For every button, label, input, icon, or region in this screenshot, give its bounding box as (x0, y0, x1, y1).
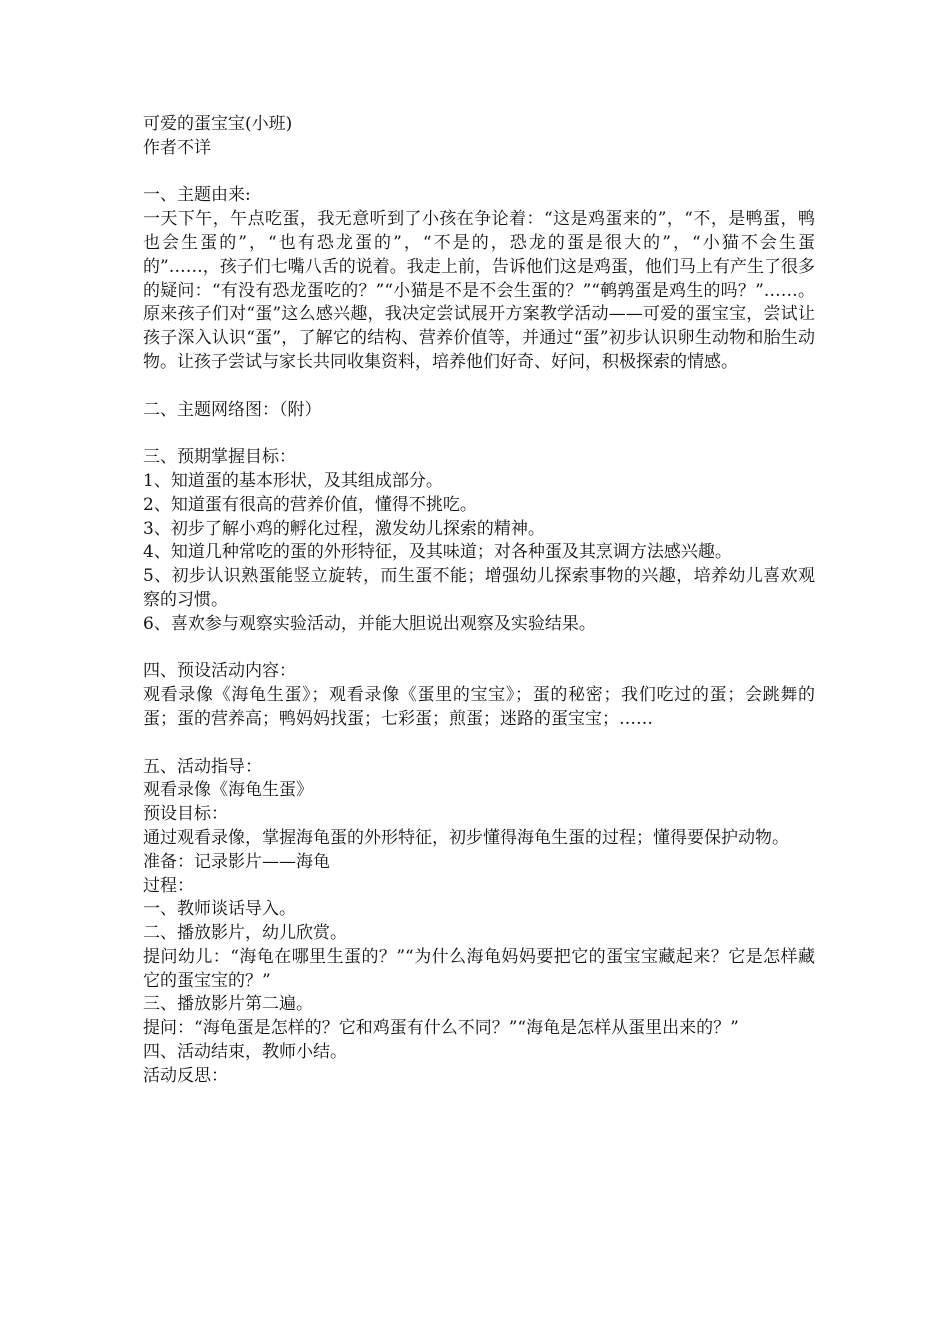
goal-item: 4、知道几种常吃的蛋的外形特征，及其味道；对各种蛋及其烹调方法感兴趣。 (143, 542, 732, 563)
section-5-heading: 五、活动指导： (143, 756, 262, 777)
guide-line: 一、教师谈话导入。 (143, 899, 296, 920)
document-author: 作者不详 (143, 137, 211, 158)
guide-line: 二、播放影片，幼儿欣赏。 (143, 923, 347, 944)
section-1-body: 一天下午，午点吃蛋，我无意听到了小孩在争论着：“这是鸡蛋来的”，“不，是鸭蛋，鸭也会生蛋的”，“也有恐龙蛋的”，“不是的，恐龙的蛋是很大的”，“小猫不会生蛋的”……，孩子们七嘴八舌的说着。我走上前，告诉他们这是鸡蛋，他们马上有产生了很多的疑问：“有没有恐龙蛋吃的？”“小猫是不是不会生蛋的？”“鹌鹑蛋是鸡生的吗？”……。原来孩子们对“蛋”这么感兴趣，我决定尝试展开方案教学活动——可爱的蛋宝宝，尝试让孩子深入认识“蛋”，了解它的结构、营养价值等，并通过“蛋”初步认识卵生动物和胎生动物。让孩子尝试与家长共同收集资料，培养他们好奇、好问，积极探索的情感。 (143, 209, 815, 372)
guide-line: 观看录像《海龟生蛋》 (143, 780, 313, 801)
guide-line: 四、活动结束，教师小结。 (143, 1042, 347, 1063)
guide-line: 活动反思： (143, 1065, 228, 1086)
spacer (143, 422, 815, 446)
guide-line: 过程： (143, 875, 194, 896)
goal-item: 2、知道蛋有很高的营养价值，懂得不挑吃。 (143, 494, 477, 515)
goal-item: 1、知道蛋的基本形状，及其组成部分。 (143, 470, 443, 491)
guide-line: 预设目标： (143, 804, 228, 825)
guide-line: 提问幼儿：“海龟在哪里生蛋的？”“为什么海龟妈妈要把它的蛋宝宝藏起来？它是怎样藏它的蛋宝宝的？” (143, 946, 815, 991)
goal-item: 6、喜欢参与观察实验活动，并能大胆说出观察及实验结果。 (143, 613, 596, 634)
goal-item: 5、初步认识熟蛋能竖立旋转，而生蛋不能；增强幼儿探索事物的兴趣，培养幼儿喜欢观察的习惯。 (143, 566, 815, 610)
section-3-heading: 三、预期掌握目标： (143, 447, 296, 468)
spacer (143, 161, 815, 185)
goal-item: 3、初步了解小鸡的孵化过程，激发幼儿探索的精神。 (143, 518, 545, 539)
section-2-heading: 二、主题网络图：（附） (143, 399, 322, 420)
section-1-heading: 一、主题由来: (143, 185, 251, 206)
document-page (143, 113, 815, 1089)
spacer (143, 732, 815, 756)
guide-line: 通过观看录像，掌握海龟蛋的外形特征，初步懂得海龟生蛋的过程；懂得要保护动物。 (143, 827, 789, 848)
guide-line: 三、播放影片第二遍。 (143, 994, 313, 1015)
section-4-heading: 四、预设活动内容： (143, 661, 296, 682)
guide-line: 提问：“海龟蛋是怎样的？它和鸡蛋有什么不同？”“海龟是怎样从蛋里出来的？” (143, 1018, 739, 1039)
spacer (143, 375, 815, 399)
document-title: 可爱的蛋宝宝(小班) (143, 114, 293, 134)
guide-line: 准备：记录影片——海龟 (143, 851, 330, 872)
spacer (143, 637, 815, 661)
section-4-body: 观看录像《海龟生蛋》；观看录像《蛋里的宝宝》；蛋的秘密；我们吃过的蛋；会跳舞的蛋；蛋的营养高；鸭妈妈找蛋；七彩蛋；煎蛋；迷路的蛋宝宝；…… (143, 685, 815, 729)
